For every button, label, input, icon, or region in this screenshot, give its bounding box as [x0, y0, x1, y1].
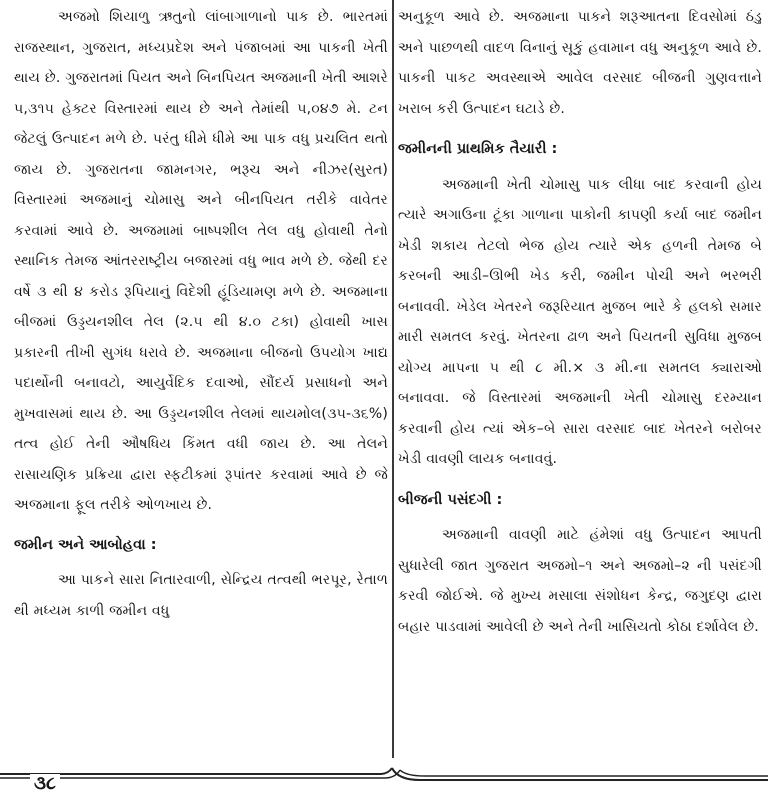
- left-column: [14, 0, 388, 756]
- soil-climate-heading: જમીન અને આબોહવા :: [14, 536, 157, 553]
- footer-rule-ornament: [0, 756, 768, 786]
- seed-selection-heading: બીજની પસંદગી :: [398, 491, 503, 508]
- climate-continued-paragraph: અનુકૂળ આવે છે. અજમાના પાકને શરૂઆતના દિવસોમાં ઠંડુ અને પાછળથી વાદળ વિનાનું સૂકું હવામાન વધુ અનુકૂળ આવે છે. પાકની પાકટ અવસ્થાએ આવેલ વરસાદ બીજની ગુણવત્તાને ખરાબ કરી ઉત્પાદન ઘટાડે છે.: [398, 9, 762, 117]
- intro-paragraph: અજમો શિયાળુ ઋતુનો લાંબાગાળાનો પાક છે. ભારતમાં રાજસ્થાન, ગુજરાત, મધ્યપ્રદેશ અને પંજાબમાં આ પાકની ખેતી થાય છે. ગુજરાતમાં પિયત અને બિનપિયત અજમાની ખેતી આશરે ૫,૩૧૫ હેક્ટર વિસ્તારમાં થાય છે અને તેમાંથી ૫,૦૪૭ મે. ટન જેટલું ઉત્પાદન મળે છે. પરંતુ ધીમે ધીમે આ પાક વધુ પ્રચલિત થતો જાય છે. ગુજરાતના જામનગર, ભરૂચ અને નીઝર(સુરત) વિસ્તારમાં અજમાનું ચોમાસુ અને બીનપિયત તરીકે વાવેતર કરવામાં આવે છે. અજમામાં બાષ્પશીલ તેલ વધુ હોવાથી તેનો સ્થાનિક તેમજ આંતરરાષ્ટ્રીય બજારમાં વધુ ભાવ મળે છે. જેથી દર વર્ષે ૩ થી ૪ કરોડ રૂપિયાનું વિદેશી હૂંડિયામણ મળે છે. અજમાના બીજમાં ઉડ્ડયનશીલ તેલ (૨.૫ થી ૪.૦ ટકા) હોવાથી ખાસ પ્રકારની તીખી સુગંધ ધરાવે છે. અજમાના બીજનો ઉપયોગ ખાદ્ય પદાર્થોની બનાવટો, આયુર્વેદિક દવાઓ, સૌંદર્ય પ્રસાધનો અને મુખવાસમાં થાય છે. આ ઉડ્ડયનશીલ તેલમાં થાયમોલ(૩૫-૩૬%) તત્વ હોઈ તેની ઔષધિય કિંમત વધી જાય છે. આ તેલને રાસાયણિક પ્રક્રિયા દ્વારા સ્ફટીકમાં રૂપાંતર કરવામાં આવે છે જે અજમાના ફૂલ તરીકે ઓળખાય છે.: [14, 9, 388, 513]
- page-number: ૩૮: [30, 774, 60, 794]
- land-preparation-heading: જમીનની પ્રાથમિક તૈયારી :: [398, 141, 558, 157]
- soil-climate-paragraph: આ પાકને સારા નિતારવાળી, સેન્દ્રિય તત્વથી ભરપૂર, રેતાળ થી મધ્યમ કાળી જમીન વધુ: [14, 572, 388, 619]
- land-preparation-paragraph: અજમાની ખેતી ચોમાસુ પાક લીધા બાદ કરવાની હોય ત્યારે અગાઉના ટૂંકા ગાળાના પાકોની કાપણી કર્યા બાદ જમીન ખેડી શકાય તેટલો ભેજ હોય ત્યારે એક હળની તેમજ બે કરબની આડી–ઊભી ખેડ કરી, જમીન પોચી અને ભરભરી બનાવવી. ખેડેલ ખેતરને જરૂરિયાત મુજબ ભારે કે હલકો સમાર મારી સમતલ કરવું. ખેતરના ઢાળ અને પિયતની સુવિધા મુજબ યોગ્ય માપના ૫ થી ૮ મી.× ૩ મી.ના સમતલ ક્યારાઓ બનાવવા. જે વિસ્તારમાં અજમાની ખેતી ચોમાસુ દરમ્યાન કરવાની હોય ત્યાં એક–બે સારા વરસાદ બાદ ખેતરને બરોબર ખેડી વાવણી લાયક બનાવવું.: [398, 176, 762, 467]
- seed-selection-paragraph: અજમાની વાવણી માટે હંમેશાં વધુ ઉત્પાદન આપતી સુધારેલી જાત ગુજરાત અજમો–૧ અને અજમો–૨ ની પસંદગી કરવી જોઈએ. જે મુખ્ય મસાલા સંશોધન કેન્દ્ર, જગુદણ દ્વારા બહાર પાડવામાં આવેલી છે અને તેની ખાસિયતો કોઠા દર્શાવેલ છે.: [398, 527, 762, 635]
- right-column: [398, 0, 762, 756]
- column-divider: [392, 0, 394, 758]
- page-footer: [0, 756, 768, 794]
